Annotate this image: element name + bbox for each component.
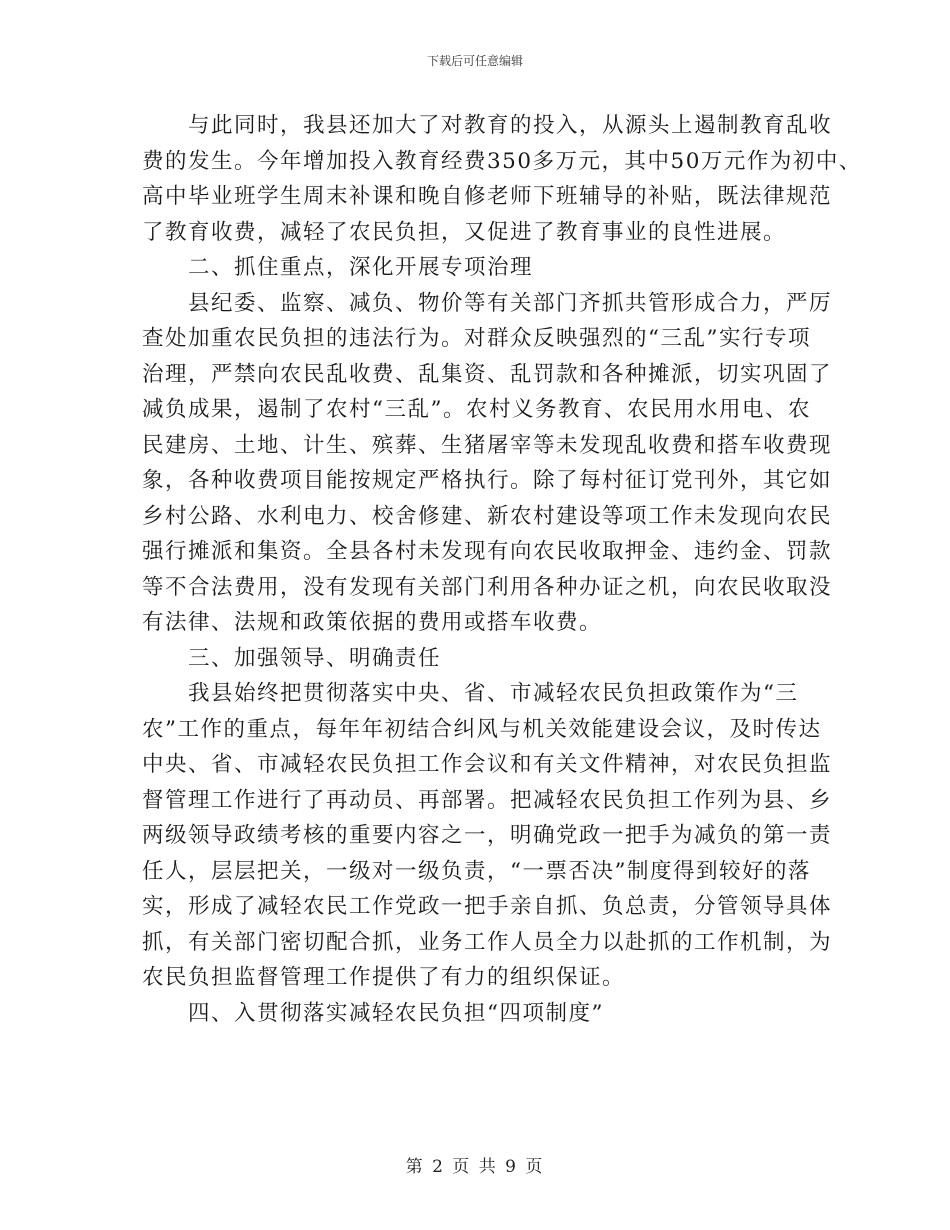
paragraph-line: 强行摊派和集资。全县各村未发现有向农民收取押金、违约金、罚款 (142, 539, 833, 564)
paragraph-line: 我县始终把贯彻落实中央、省、市减轻农民负担政策作为“三 (188, 681, 799, 706)
paragraph-line: 两级领导政绩考核的重要内容之一，明确党政一把手为减负的第一责 (142, 823, 833, 848)
paragraph-line: 高中毕业班学生周末补课和晚自修老师下班辅导的补贴，既法律规范 (142, 184, 833, 209)
page-number-footer: 第 2 页 共 9 页 (405, 1157, 545, 1177)
section-heading: 二、抓住重点，深化开展专项治理 (188, 255, 534, 280)
page-header-note: 下载后可任意编辑 (426, 54, 523, 68)
paragraph-line: 农民负担监督管理工作提供了有力的组织保证。 (142, 965, 626, 990)
paragraph-line: 等不合法费用，没有发现有关部门利用各种办证之机，向农民收取没 (142, 574, 833, 600)
paragraph-line: 抓，有关部门密切配合抓，业务工作人员全力以赴抓的工作机制，为 (142, 929, 833, 955)
paragraph-line: 象，各种收费项目能按规定严格执行。除了每村征订党刊外，其它如 (142, 468, 833, 493)
section-heading: 四、入贯彻落实减轻农民负担“四项制度” (188, 1000, 604, 1026)
paragraph-line: 与此同时，我县还加大了对教育的投入，从源头上遏制教育乱收 (188, 113, 833, 138)
paragraph-line: 民建房、土地、计生、殡葬、生猪屠宰等未发现乱收费和搭车收费现 (142, 432, 833, 458)
paragraph-line: 实，形成了减轻农民工作党政一把手亲自抓、负总责，分管领导具体 (142, 894, 833, 919)
paragraph-line: 县纪委、监察、减负、物价等有关部门齐抓共管形成合力，严厉 (188, 290, 833, 316)
paragraph-line: 查处加重农民负担的违法行为。对群众反映强烈的“三乱”实行专项 (142, 326, 811, 351)
section-heading: 三、加强领导、明确责任 (188, 645, 442, 671)
paragraph-line: 任人，层层把关，一级对一级负责，“一票否决”制度得到较好的落 (142, 858, 811, 884)
paragraph-line: 有法律、法规和政策依据的费用或搭车收费。 (142, 610, 603, 635)
document-body (142, 108, 862, 1031)
paragraph-line: 了教育收费，减轻了农民负担，又促进了教育事业的良性进展。 (142, 219, 787, 245)
paragraph-line: 中央、省、市减轻农民负担工作会议和有关文件精神，对农民负担监 (142, 752, 833, 777)
paragraph-line: 减负成果，遏制了农村“三乱”。农村义务教育、农民用水用电、农 (142, 397, 811, 422)
paragraph-line: 治理，严禁向农民乱收费、乱集资、乱罚款和各种摊派，切实巩固了 (142, 361, 833, 387)
paragraph-line: 督管理工作进行了再动员、再部署。把减轻农民负担工作列为县、乡 (142, 787, 833, 813)
paragraph-line: 农”工作的重点，每年年初结合纠风与机关效能建设会议，及时传达 (142, 716, 822, 742)
paragraph-line: 乡村公路、水利电力、校舍修建、新农村建设等项工作未发现向农民 (142, 503, 833, 529)
paragraph-line: 费的发生。今年增加投入教育经费350多万元，其中50万元作为初中、 (142, 148, 862, 174)
